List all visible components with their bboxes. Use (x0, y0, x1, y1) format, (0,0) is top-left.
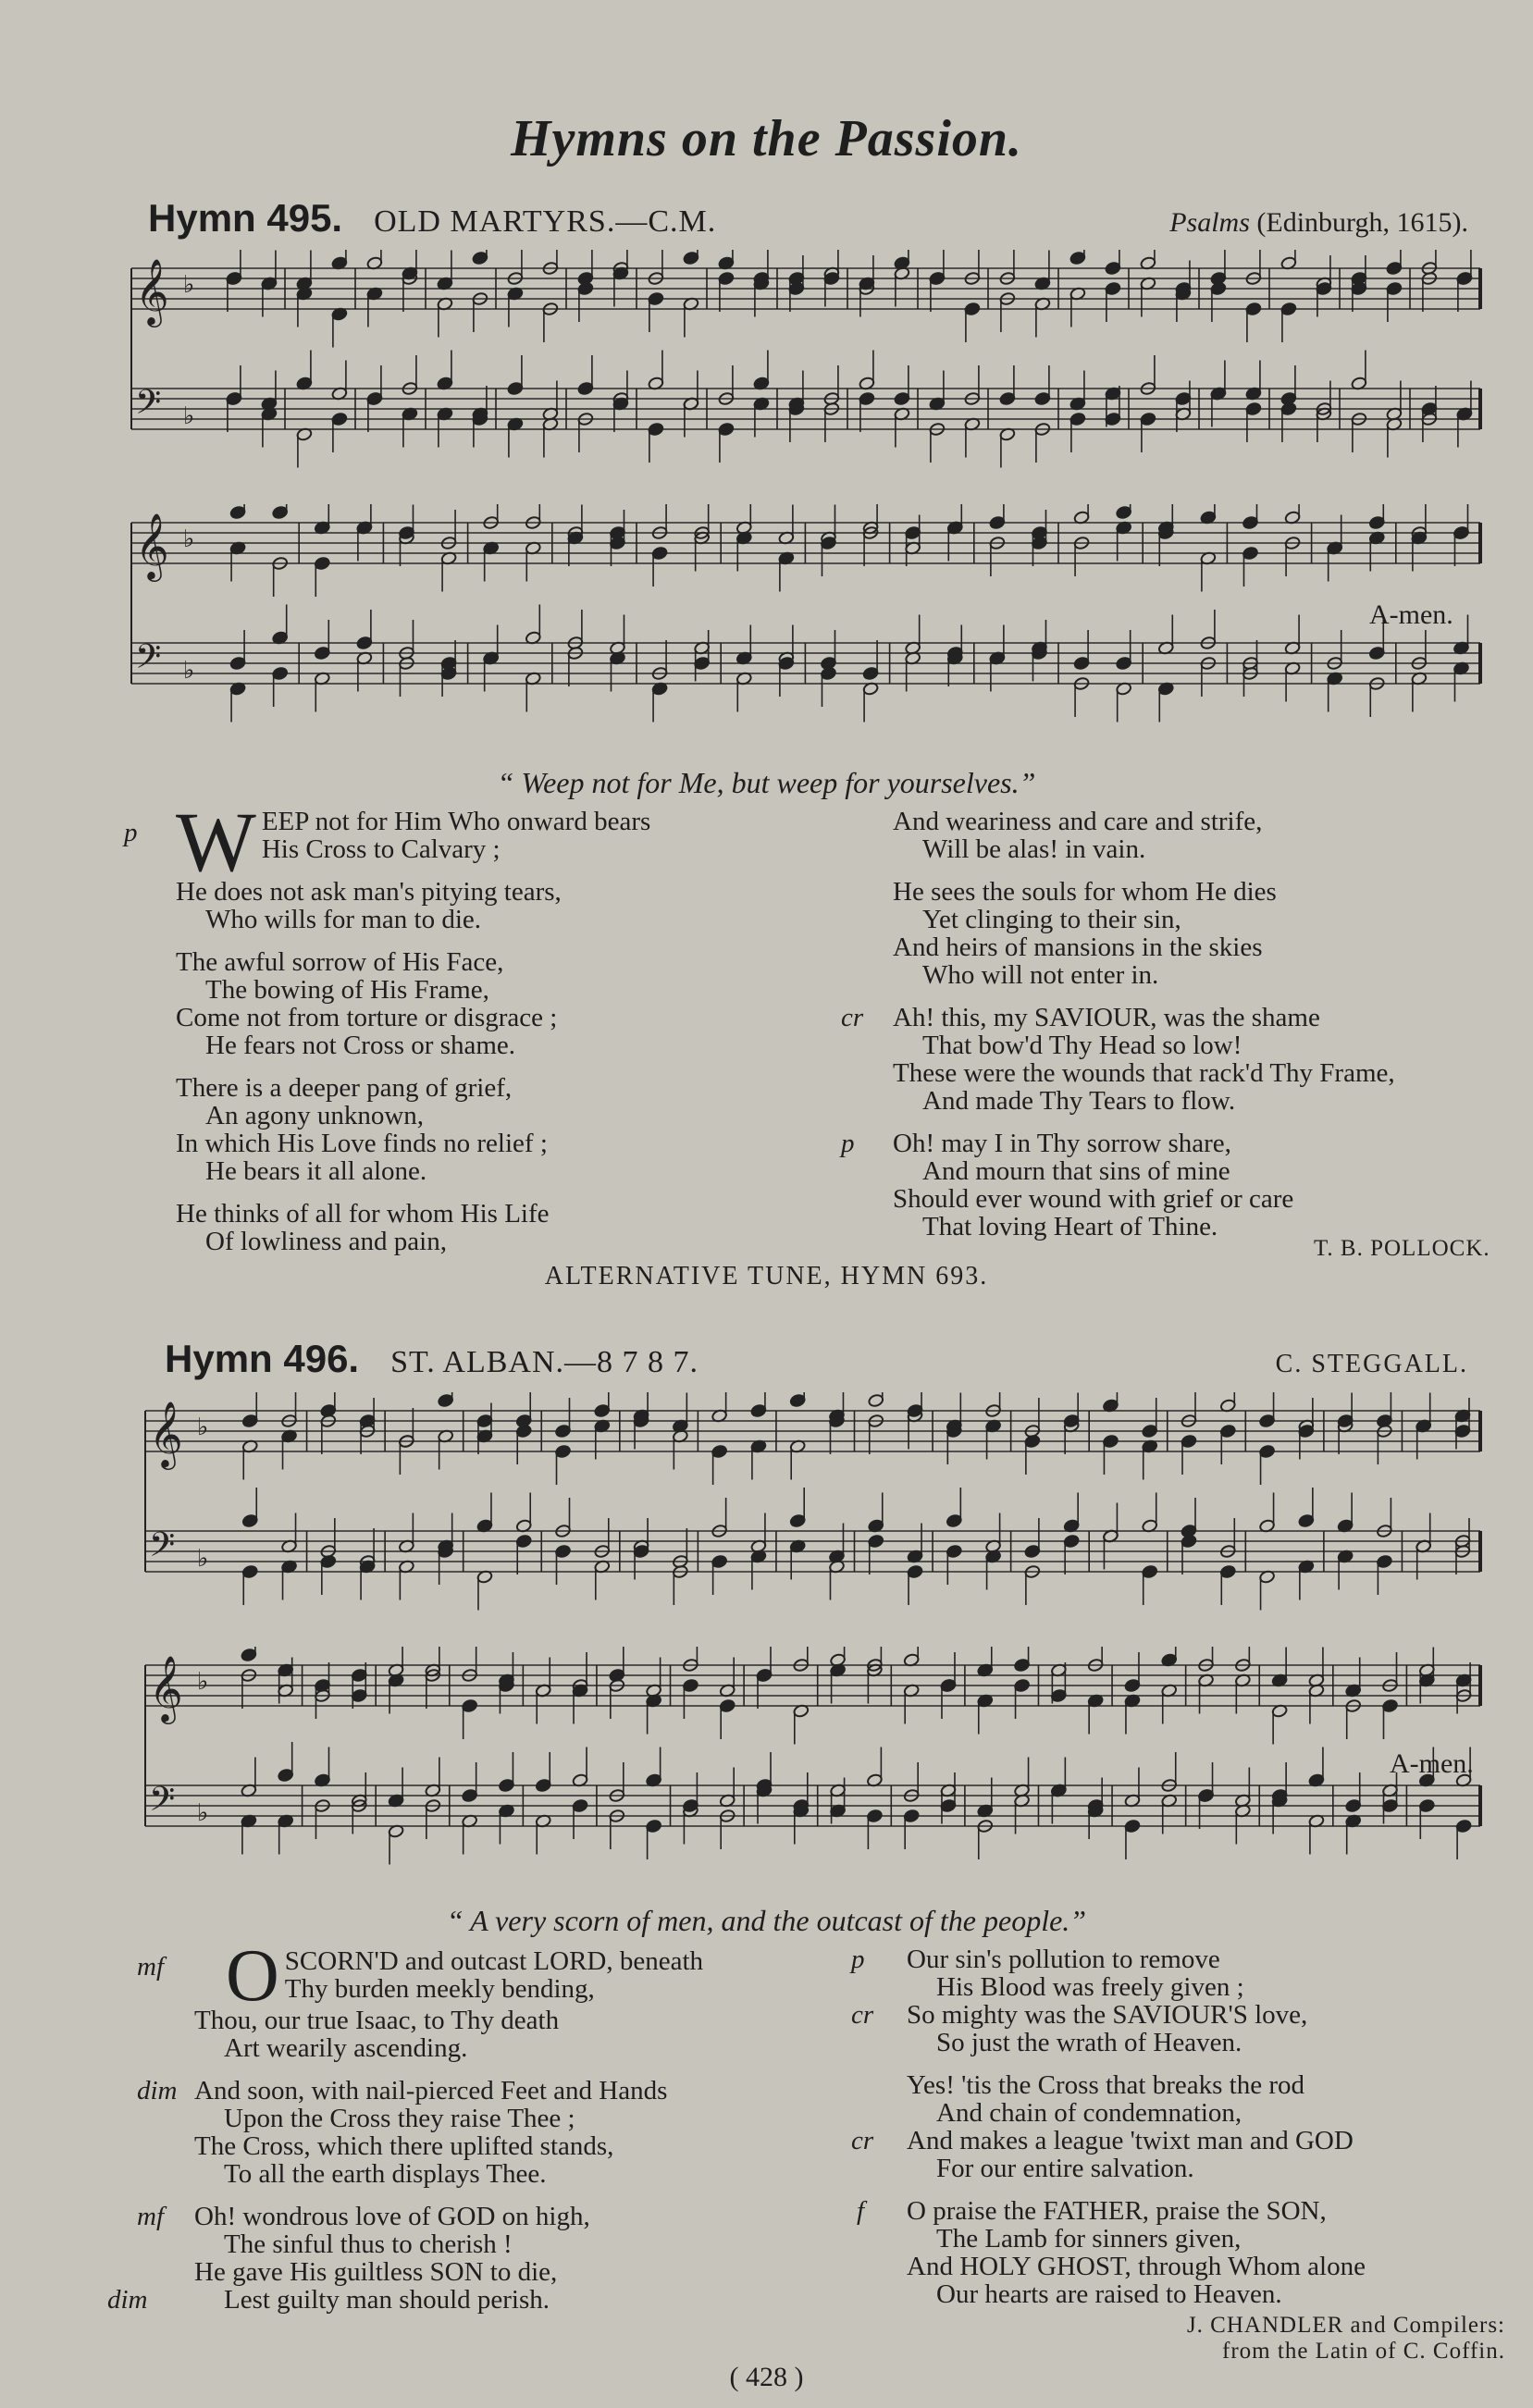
bass-clef-icon: 𝄢 (149, 1525, 176, 1573)
dynamic-mark: cr (851, 2000, 874, 2030)
verses-left-496 (107, 1935, 860, 2328)
verse-line: His Blood was freely given ; (936, 1972, 1244, 2002)
verse-line: Yes! 'tis the Cross that breaks the rod (907, 2070, 1304, 2100)
dynamic-mark: dim (107, 2285, 148, 2315)
dynamic-mark: dim (137, 2076, 178, 2105)
verse-line-text: So mighty was the SAVIOUR'S love, (907, 2000, 1308, 2030)
verse-line: Thou, our true Isaac, to Thy death (194, 2006, 560, 2035)
verse-line-text: Lest guilty man should perish. (224, 2285, 550, 2315)
verse-line: Yet clinging to their sin, (922, 905, 1181, 934)
author-credit (1161, 2313, 1505, 2365)
verse-line: And weariness and care and strife, (893, 807, 1263, 836)
flat-icon: ♭ (197, 1799, 209, 1827)
verse-line: Upon the Cross they raise Thee ; (224, 2104, 575, 2133)
hymn-496-header (165, 1337, 1468, 1392)
flat-icon: ♭ (197, 1668, 209, 1696)
flat-icon: ♭ (183, 525, 195, 553)
verse-line: The Lamb for sinners given, (936, 2224, 1242, 2254)
stanza (841, 1129, 1522, 1241)
stanza (851, 2070, 1517, 2183)
verse-line: Oh! may I in Thy sorrow share, (893, 1129, 1231, 1158)
verse-line: And made Thy Tears to flow. (922, 1086, 1236, 1116)
verse-line: He sees the souls for whom He dies (893, 877, 1277, 907)
author-credit: T. B. POLLOCK. (1314, 1236, 1490, 1261)
verse-line: In which His Love finds no relief ; (176, 1129, 548, 1158)
verse-line: And chain of condemnation, (936, 2098, 1242, 2128)
dynamic-mark: cr (851, 2126, 874, 2155)
verse-line: He thinks of all for whom His Life (176, 1199, 550, 1229)
treble-clef-icon: 𝄞 (135, 512, 169, 579)
verse-line: And mourn that sins of mine (922, 1156, 1230, 1186)
page-heading: Hymns on the Passion. (510, 110, 1023, 167)
verse-line: Of lowliness and pain, (205, 1227, 447, 1256)
verse-line: Art wearily ascending. (224, 2033, 468, 2063)
dynamic-mark: p (851, 1945, 865, 1974)
amen-label: A-men. (1390, 1748, 1474, 1779)
dynamic-mark: f (857, 2196, 865, 2226)
stanza (137, 1935, 860, 2063)
stanza (176, 795, 842, 934)
stanza (137, 2076, 860, 2189)
music-score-496-system-1 (134, 1392, 1508, 1642)
verse-line (107, 2285, 860, 2315)
flat-icon: ♭ (183, 402, 195, 430)
verse-line: The awful sorrow of His Face, (176, 947, 504, 977)
verse-line: And soon, with nail-pierced Feet and Hands (194, 2076, 668, 2105)
treble-clef-icon: 𝄞 (149, 1400, 183, 1467)
dynamic-mark: p (124, 818, 138, 847)
drop-cap: O (226, 1935, 279, 2017)
drop-cap: W (176, 795, 256, 889)
stanza (107, 2202, 860, 2315)
source-detail: (Edinburgh, 1615). (1256, 207, 1468, 238)
verse-line: Should ever wound with grief or care (893, 1184, 1294, 1214)
verse-line: For our entire salvation. (936, 2154, 1194, 2183)
verse-line: And HOLY GHOST, through Whom alone (907, 2252, 1366, 2281)
flat-icon: ♭ (183, 657, 195, 685)
verse-line: Will be alas! in vain. (922, 834, 1146, 864)
composer: C. STEGGALL. (1275, 1350, 1468, 1378)
page-number: ( 428 ) (729, 2362, 804, 2392)
bass-clef-icon: 𝄢 (135, 637, 162, 685)
stanza (176, 948, 842, 1059)
amen-label: A-men. (1369, 599, 1453, 630)
verse-line: Come not from torture or disgrace ; (176, 1003, 558, 1032)
verse-line: Our sin's pollution to remove (907, 1945, 1220, 1974)
verse-line: These were the wounds that rack'd Thy Frame, (893, 1058, 1395, 1088)
hymn-number: Hymn 496. (165, 1337, 360, 1380)
dynamic-mark: cr (841, 1003, 864, 1032)
verse-line-text: And makes a league 'twixt man and GOD (907, 2126, 1354, 2155)
verse-line: Who wills for man to die. (205, 905, 482, 934)
treble-clef-icon: 𝄞 (149, 1654, 183, 1722)
verse-line: Oh! wondrous love of GOD on high, (194, 2202, 590, 2231)
author-line: from the Latin of C. Coffin. (1222, 2339, 1505, 2364)
verse-line (851, 2000, 1517, 2030)
verse-line: There is a deeper pang of grief, (176, 1073, 513, 1103)
hymn-495-header (148, 196, 1468, 252)
stanza (851, 1945, 1517, 2057)
verse-line: Who will not enter in. (922, 960, 1159, 990)
verse-line: An agony unknown, (205, 1101, 425, 1130)
verse-line: Our hearts are raised to Heaven. (936, 2279, 1282, 2309)
music-score-495-system-2 (120, 504, 1508, 754)
dynamic-mark: p (841, 1129, 855, 1158)
flat-icon: ♭ (197, 1545, 209, 1573)
music-score-496-system-2 (134, 1647, 1508, 1896)
verse-line: His Cross to Calvary ; (261, 834, 501, 864)
verse-line: That loving Heart of Thine. (922, 1212, 1218, 1241)
tune-name: OLD MARTYRS.—C.M. (374, 204, 717, 239)
alternative-tune-note: ALTERNATIVE TUNE, HYMN 693. (544, 1262, 989, 1290)
verse-line (851, 2126, 1517, 2155)
hymn-motto: “ Weep not for Me, but weep for yourselves.” (497, 766, 1036, 799)
verse-line: He gave His guiltless SON to die, (194, 2257, 558, 2287)
bass-clef-icon: 𝄢 (149, 1780, 176, 1827)
verse-line: The Cross, which there uplifted stands, (194, 2131, 614, 2161)
bass-clef-icon: 𝄢 (135, 383, 162, 430)
verse-line: And heirs of mansions in the skies (893, 932, 1263, 962)
treble-clef-icon: 𝄞 (135, 257, 169, 325)
stanza (893, 808, 1522, 863)
source-title: Psalms (1169, 207, 1250, 238)
verse-line: EEP not for Him Who onward bears (261, 807, 651, 836)
verse-line: That bow'd Thy Head so low! (922, 1031, 1242, 1060)
stanza (176, 1200, 842, 1255)
tune-name: ST. ALBAN.—8 7 8 7. (390, 1345, 699, 1379)
verse-line: SCORN'D and outcast LORD, beneath (284, 1946, 704, 1976)
verses-right-495 (841, 807, 1522, 1255)
verses-right-496 (851, 1945, 1517, 2323)
verse-line: So just the wrath of Heaven. (936, 2028, 1242, 2057)
verses-left-495 (124, 795, 842, 1270)
verse-line: He fears not Cross or shame. (205, 1031, 516, 1060)
stanza (857, 2196, 1517, 2309)
stanza (841, 1003, 1522, 1116)
dynamic-mark: mf (137, 1952, 164, 1982)
verse-line: The bowing of His Frame, (205, 975, 489, 1005)
music-score-495-system-1 (120, 250, 1508, 500)
flat-icon: ♭ (183, 271, 195, 299)
dynamic-mark: mf (137, 2202, 164, 2231)
stanza (176, 1074, 842, 1185)
verse-line: To all the earth displays Thee. (224, 2159, 547, 2189)
flat-icon: ♭ (197, 1414, 209, 1441)
tune-source (1169, 207, 1468, 239)
stanza (893, 878, 1522, 989)
verse-line: Thy burden meekly bending, (284, 1974, 595, 2004)
verse-line: Ah! this, my SAVIOUR, was the shame (893, 1003, 1320, 1032)
hymn-motto: “ A very scorn of men, and the outcast of the people.” (446, 1904, 1087, 1937)
verse-line: He bears it all alone. (205, 1156, 427, 1186)
hymn-number: Hymn 495. (148, 196, 343, 240)
verse-line: The sinful thus to cherish ! (224, 2229, 513, 2259)
verse-line: O praise the FATHER, praise the SON, (907, 2196, 1327, 2226)
author-line: J. CHANDLER and Compilers: (1186, 2313, 1505, 2338)
verse-line: He does not ask man's pitying tears, (176, 877, 562, 907)
